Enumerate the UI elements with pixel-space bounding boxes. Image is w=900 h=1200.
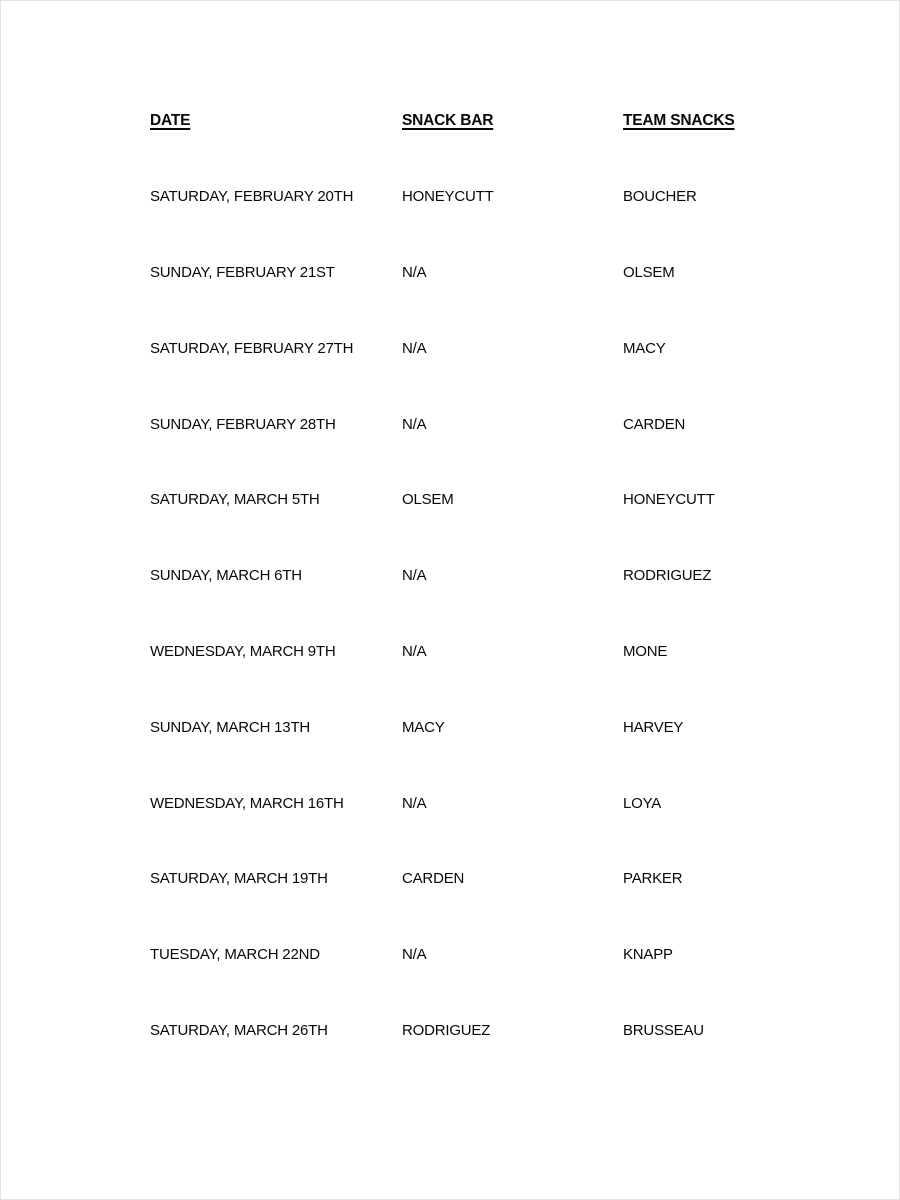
- table-row: [1, 841, 900, 917]
- date-cell: SATURDAY, MARCH 19TH: [150, 870, 328, 888]
- date-cell: WEDNESDAY, MARCH 16TH: [150, 794, 344, 812]
- column-header-snack-bar: SNACK BAR: [402, 111, 494, 129]
- table-row: [1, 310, 900, 386]
- snack-bar-cell: N/A: [402, 415, 427, 433]
- column-header-date: DATE: [150, 111, 191, 129]
- team-snacks-cell: BRUSSEAU: [623, 1021, 704, 1039]
- date-cell: SATURDAY, MARCH 26TH: [150, 1021, 328, 1039]
- snack-bar-cell: MACY: [402, 718, 445, 736]
- team-snacks-cell: BOUCHER: [623, 188, 697, 206]
- table-row: [1, 462, 900, 538]
- table-row: [1, 917, 900, 993]
- date-cell: SUNDAY, FEBRUARY 21ST: [150, 263, 335, 281]
- team-snacks-cell: MACY: [623, 339, 666, 357]
- column-header-team-snacks: TEAM SNACKS: [623, 111, 735, 129]
- date-cell: TUESDAY, MARCH 22ND: [150, 946, 320, 964]
- team-snacks-cell: LOYA: [623, 794, 662, 812]
- date-cell: WEDNESDAY, MARCH 9TH: [150, 642, 336, 660]
- date-cell: SUNDAY, MARCH 6TH: [150, 567, 302, 585]
- table-row: [1, 689, 900, 765]
- snack-bar-cell: N/A: [402, 339, 427, 357]
- date-cell: SATURDAY, FEBRUARY 20TH: [150, 188, 354, 206]
- table-row: [1, 386, 900, 462]
- snack-bar-cell: N/A: [402, 263, 427, 281]
- table-row: [1, 235, 900, 311]
- date-cell: SUNDAY, MARCH 13TH: [150, 718, 311, 736]
- table-body: [1, 159, 900, 1069]
- snack-bar-cell: HONEYCUTT: [402, 188, 494, 206]
- snack-bar-cell: N/A: [402, 794, 427, 812]
- date-cell: SUNDAY, FEBRUARY 28TH: [150, 415, 336, 433]
- snack-bar-cell: CARDEN: [402, 870, 465, 888]
- schedule-table: [1, 83, 900, 1068]
- date-cell: SATURDAY, FEBRUARY 27TH: [150, 339, 354, 357]
- table-row: [1, 159, 900, 235]
- table-header-row: [1, 83, 900, 159]
- team-snacks-cell: HONEYCUTT: [623, 491, 715, 509]
- team-snacks-cell: OLSEM: [623, 263, 675, 281]
- team-snacks-cell: RODRIGUEZ: [623, 567, 712, 585]
- team-snacks-cell: HARVEY: [623, 718, 684, 736]
- snack-bar-cell: N/A: [402, 642, 427, 660]
- team-snacks-cell: MONE: [623, 642, 668, 660]
- table-row: [1, 538, 900, 614]
- team-snacks-cell: CARDEN: [623, 415, 686, 433]
- date-cell: SATURDAY, MARCH 5TH: [150, 491, 320, 509]
- team-snacks-cell: KNAPP: [623, 946, 673, 964]
- team-snacks-cell: PARKER: [623, 870, 683, 888]
- snack-bar-cell: N/A: [402, 946, 427, 964]
- table-row: [1, 614, 900, 690]
- snack-bar-cell: N/A: [402, 567, 427, 585]
- table-row: [1, 993, 900, 1069]
- snack-bar-cell: RODRIGUEZ: [402, 1021, 491, 1039]
- table-row: [1, 765, 900, 841]
- snack-bar-cell: OLSEM: [402, 491, 454, 509]
